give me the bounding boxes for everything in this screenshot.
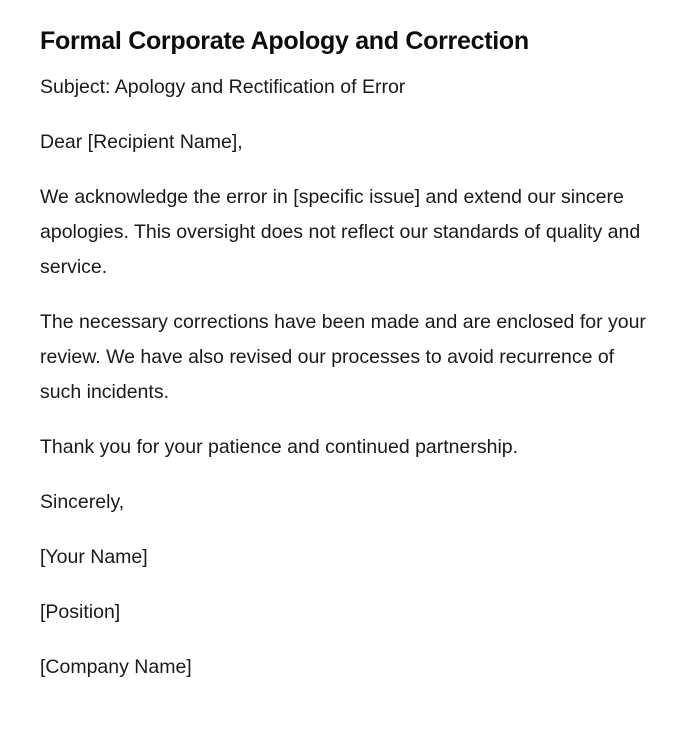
closing: Sincerely, [40, 491, 125, 513]
signature-position: [Position] [40, 601, 121, 623]
signature-company: [Company Name] [40, 656, 192, 678]
body-paragraph-2: The necessary corrections have been made and are enclosed for your review. We have also revised our processes to avoid recurrence of such incidents. [40, 311, 646, 403]
body-paragraph-1: We acknowledge the error in [specific issue] and extend our sincere apologies. This oversight does not reflect our standards of quality and service. [40, 186, 641, 278]
document-title: Formal Corporate Apology and Correction [40, 27, 529, 55]
subject-line: Subject: Apology and Rectification of Error [40, 76, 406, 98]
salutation: Dear [Recipient Name], [40, 131, 243, 153]
signature-name: [Your Name] [40, 546, 148, 568]
letter-document [40, 24, 650, 705]
body-paragraph-3: Thank you for your patience and continued partnership. [40, 436, 519, 458]
